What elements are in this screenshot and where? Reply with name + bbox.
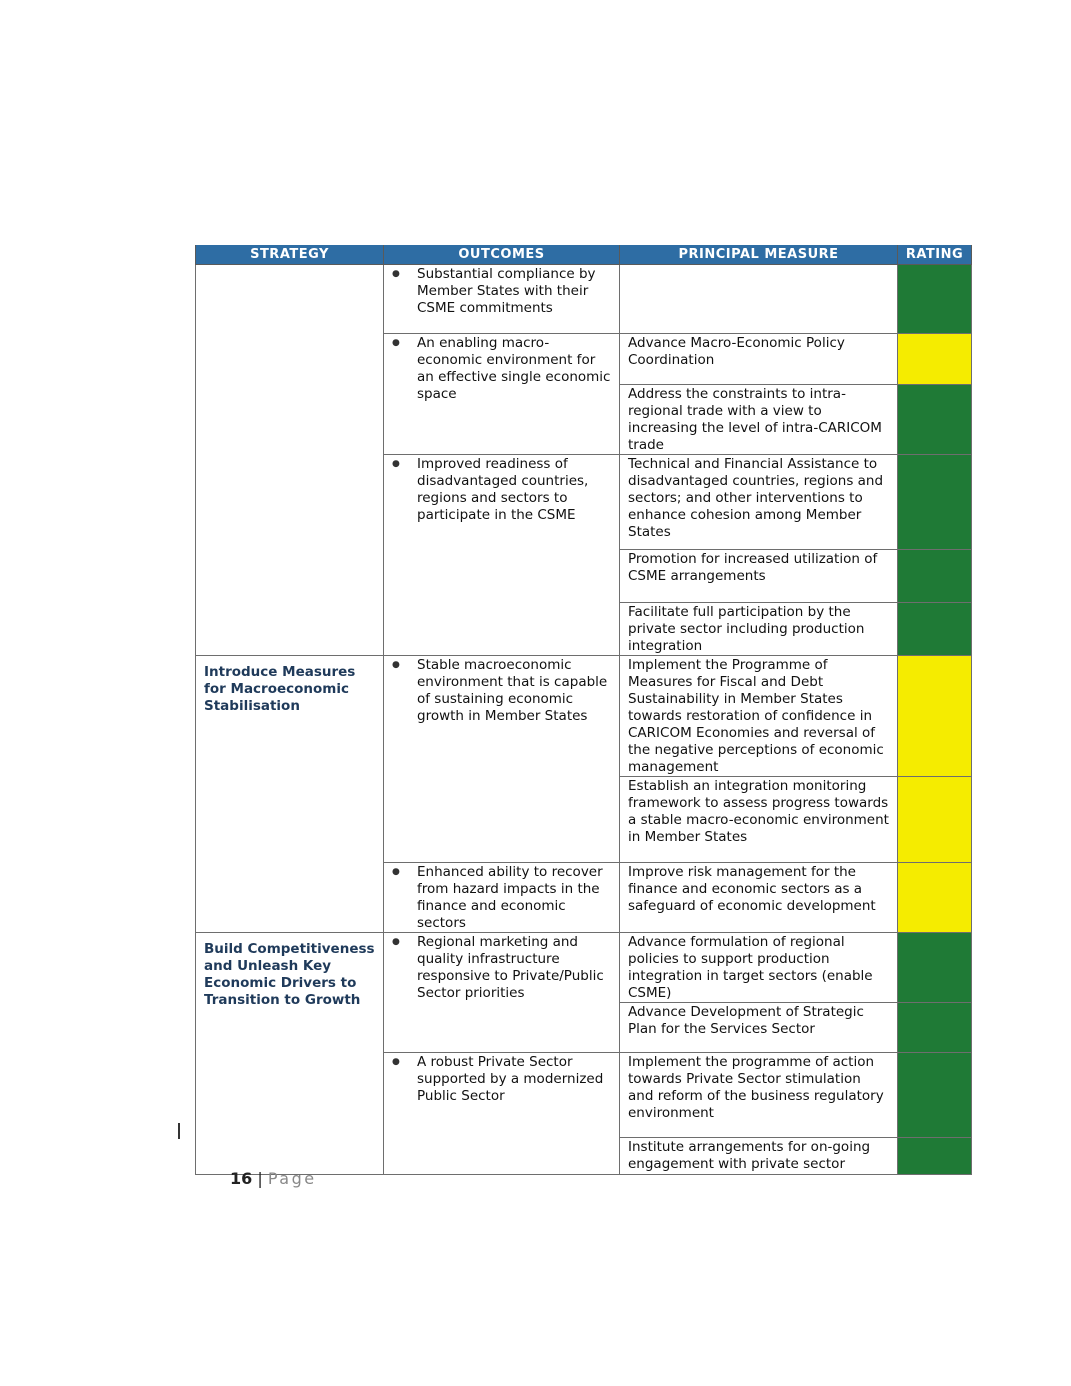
table-row bbox=[196, 933, 972, 1003]
bullet-icon: ● bbox=[392, 660, 400, 670]
header-strategy: STRATEGY bbox=[196, 245, 384, 265]
bullet-icon: ● bbox=[392, 459, 400, 469]
measure-cell: Advance Macro-Economic Policy Coordination bbox=[620, 334, 898, 385]
measure-cell: Address the constraints to intra-regional trade with a view to increasing the level of intra-CARICOM trade bbox=[620, 385, 898, 455]
strategy-table bbox=[195, 245, 972, 1175]
measure-cell: Improve risk management for the finance and economic sectors as a safeguard of economic development bbox=[620, 863, 898, 933]
page-number: 16 bbox=[230, 1169, 253, 1188]
rating-green bbox=[898, 550, 972, 603]
rating-green bbox=[898, 1138, 972, 1175]
page-label: Page bbox=[267, 1169, 317, 1188]
measure-cell bbox=[620, 265, 898, 334]
measure-cell: Advance Development of Strategic Plan for the Services Sector bbox=[620, 1003, 898, 1053]
outcome-cell bbox=[384, 933, 620, 1053]
bullet-icon: ● bbox=[392, 1057, 400, 1067]
footer-separator: | bbox=[257, 1169, 263, 1188]
rating-yellow bbox=[898, 777, 972, 863]
outcome-text: Stable macroeconomic environment that is capable of sustaining economic growth in Member States bbox=[417, 657, 608, 724]
rating-green bbox=[898, 265, 972, 334]
rating-yellow bbox=[898, 656, 972, 777]
measure-cell: Implement the Programme of Measures for Fiscal and Debt Sustainability in Member States towards restoration of confidence in CARICOM Economies and reversal of the negative perceptions of economic management bbox=[620, 656, 898, 777]
table-row bbox=[196, 265, 972, 334]
rating-yellow bbox=[898, 334, 972, 385]
header-principal-measure: PRINCIPAL MEASURE bbox=[620, 245, 898, 265]
rating-green bbox=[898, 933, 972, 1003]
page-footer bbox=[230, 1169, 317, 1188]
rating-green bbox=[898, 603, 972, 656]
outcome-text: An enabling macro- economic environment for an effective single economic space bbox=[417, 335, 611, 402]
outcome-cell bbox=[384, 265, 620, 334]
measure-cell: Establish an integration monitoring framework to assess progress towards a stable macro-economic environment in Member States bbox=[620, 777, 898, 863]
outcome-text: Substantial compliance by Member States with their CSME commitments bbox=[417, 266, 596, 316]
table-row bbox=[196, 656, 972, 777]
rating-green bbox=[898, 1003, 972, 1053]
strategy-cell: Build Competitiveness and Unleash Key Economic Drivers to Transition to Growth bbox=[196, 933, 384, 1175]
outcome-cell bbox=[384, 334, 620, 455]
measure-cell: Promotion for increased utilization of CSME arrangements bbox=[620, 550, 898, 603]
measure-cell: Technical and Financial Assistance to disadvantaged countries, regions and sectors; and other interventions to enhance cohesion among Member States bbox=[620, 455, 898, 550]
table-header-row bbox=[196, 245, 972, 265]
outcome-cell bbox=[384, 656, 620, 863]
bullet-icon: ● bbox=[392, 937, 400, 947]
rating-yellow bbox=[898, 863, 972, 933]
rating-green bbox=[898, 1053, 972, 1138]
outcome-text: Improved readiness of disadvantaged countries, regions and sectors to participate in the CSME bbox=[417, 456, 589, 523]
rating-green bbox=[898, 385, 972, 455]
outcome-cell bbox=[384, 455, 620, 656]
outcome-text: A robust Private Sector supported by a modernized Public Sector bbox=[417, 1054, 604, 1104]
measure-cell: Advance formulation of regional policies to support production integration in target sectors (enable CSME) bbox=[620, 933, 898, 1003]
measure-cell: Implement the programme of action towards Private Sector stimulation and reform of the business regulatory environment bbox=[620, 1053, 898, 1138]
bullet-icon: ● bbox=[392, 338, 400, 348]
measure-cell: Institute arrangements for on-going engagement with private sector bbox=[620, 1138, 898, 1175]
outcome-text: Enhanced ability to recover from hazard impacts in the finance and economic sectors bbox=[417, 864, 603, 931]
outcome-text: Regional marketing and quality infrastructure responsive to Private/Public Sector priorities bbox=[417, 934, 604, 1001]
bullet-icon: ● bbox=[392, 269, 400, 279]
strategy-cell bbox=[196, 265, 384, 656]
margin-mark bbox=[178, 1123, 180, 1139]
bullet-icon: ● bbox=[392, 867, 400, 877]
rating-green bbox=[898, 455, 972, 550]
outcome-cell bbox=[384, 1053, 620, 1175]
strategy-cell: Introduce Measures for Macroeconomic Stabilisation bbox=[196, 656, 384, 933]
header-rating: RATING bbox=[898, 245, 972, 265]
header-outcomes: OUTCOMES bbox=[384, 245, 620, 265]
measure-cell: Facilitate full participation by the private sector including production integration bbox=[620, 603, 898, 656]
outcome-cell bbox=[384, 863, 620, 933]
